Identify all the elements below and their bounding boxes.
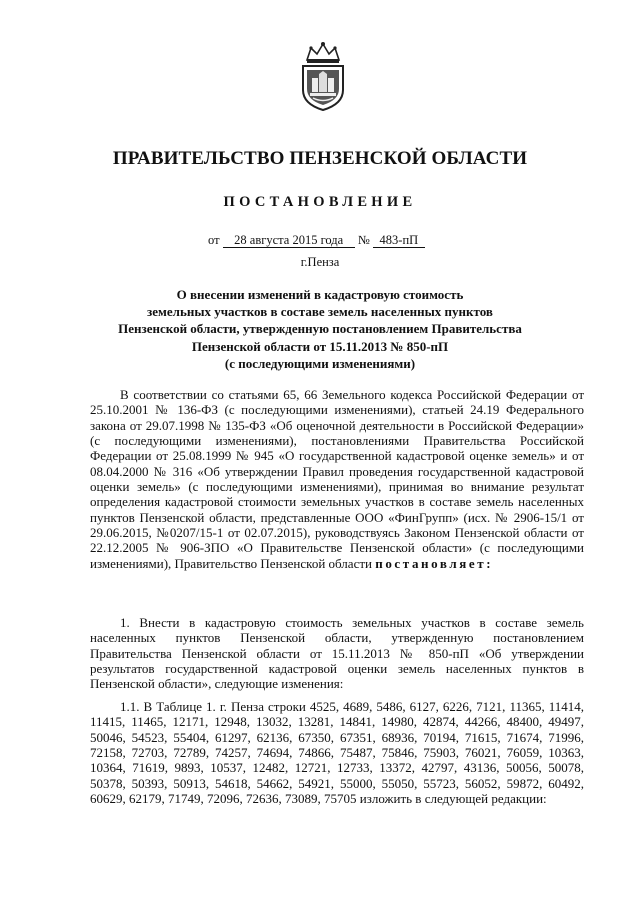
- decree-word: постановляет:: [375, 555, 494, 571]
- government-title: ПРАВИТЕЛЬСТВО ПЕНЗЕНСКОЙ ОБЛАСТИ: [112, 148, 528, 169]
- date-number-line: [208, 233, 425, 248]
- subject-line: Пензенской области, утвержденную постановлением Правительства: [118, 321, 522, 337]
- subject-line: земельных участков в составе земель населенных пунктов: [147, 304, 493, 320]
- subject-line: О внесении изменений в кадастровую стоимость: [176, 287, 464, 302]
- subject-line: Пензенской области от 15.11.2013 № 850-пП: [191, 338, 449, 354]
- preamble-text: В соответствии со статьями 65, 66 Земельного кодекса Российской Федерации от 25.10.2001 № 136-ФЗ (с последующими изменениями), статьей 24.19 Федерального закона от 29.07.1998 № 135-ФЗ «Об оценочной деятельности в Российской Федерации» (с последующими изменениями), постановлениями Правительства Российской Федерации от 25.08.1999 № 945 «О государственной кадастровой оценке земель» и от 08.04.2000 № 316 «Об утверждении Правил проведения государственной кадастровой оценки земель» (с последующими изменениями), принимая во внимание результат определения кадастровой стоимости земельных участков в составе земель населенных пунктов Пензенской области, представленные ООО «ФинГрупп» (исх. № 2906-15/1 от 29.06.2015, №0207/15-1 от 02.07.2015), руководствуясь Законом Пензенской области от 22.12.2005 № 906-ЗПО «О Правительстве Пензенской области» (с последующими изменениями), Правительство Пензенской области: [90, 387, 584, 571]
- date-prefix: от: [208, 233, 220, 247]
- item-1-1-paragraph: 1.1. В Таблице 1. г. Пенза строки 4525, 4689, 5486, 6127, 6226, 7121, 11365, 11414, 11415, 11465, 12171, 12948, 13032, 13281, 14841, 14980, 42874, 44266, 48400, 49497, 50046, 54523, 55404, 61297, 62136, 67350, 67351, 68936, 70194, 71615, 71674, 71996, 72158, 72703, 72789, 74257, 74694, 74866, 75487, 75846, 75903, 76021, 76059, 10363, 10364, 71619, 9893, 10537, 12482, 12721, 12733, 13372, 42797, 43136, 50056, 50078, 50378, 50393, 50913, 54618, 54662, 54921, 55000, 55050, 55723, 56052, 59872, 60492, 60629, 62179, 71749, 72096, 72636, 73089, 75705 изложить в следующей редакции:: [90, 699, 584, 807]
- document-number: 483-пП: [373, 233, 425, 248]
- penza-region-coat-of-arms-icon: [297, 40, 349, 112]
- document-type: ПОСТАНОВЛЕНИЕ: [223, 194, 417, 210]
- number-prefix: №: [357, 233, 370, 247]
- document-date: 28 августа 2015 года: [223, 233, 355, 248]
- document-subject: [80, 286, 560, 372]
- item-1-paragraph: 1. Внести в кадастровую стоимость земельных участков в составе земель населенных пунктов Пензенской области, утвержденную постановлением Правительства Пензенской области от 15.11.2013 № 850-пП «Об утверждении результатов государственной кадастровой оценки земель населенных пунктов в Пензенской области», следующие изменения:: [90, 615, 584, 692]
- city: г.Пенза: [300, 255, 340, 269]
- subject-line: (с последующими изменениями): [224, 355, 416, 371]
- preamble-paragraph: [90, 387, 584, 571]
